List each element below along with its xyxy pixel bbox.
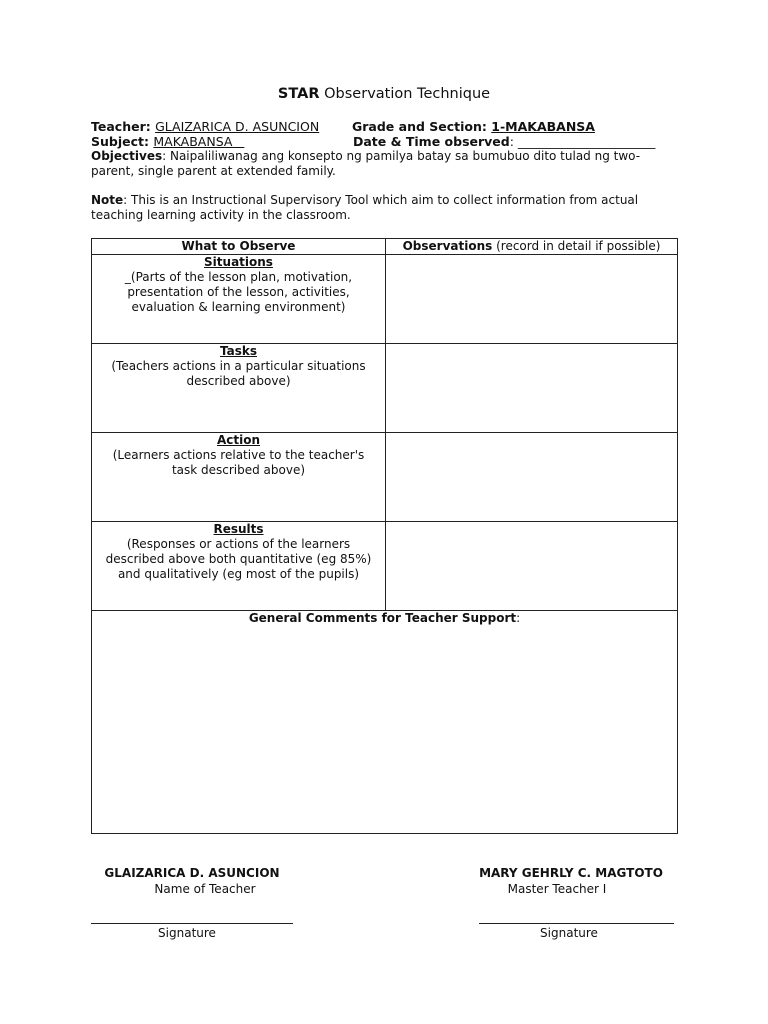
- note: [91, 193, 666, 223]
- date-label: Date & Time observed: [353, 134, 510, 149]
- master-teacher-name: MARY GEHRLY C. MAGTOTO: [479, 866, 663, 880]
- table-row: [92, 344, 678, 433]
- note-label: Note: [91, 193, 124, 207]
- title-bold: STAR: [277, 86, 320, 102]
- row-heading: Situations: [204, 255, 273, 269]
- master-signature-label: Signature: [540, 926, 598, 940]
- row-desc: (Responses or actions of the learners described above both quantitative (eg 85%) and qualitatively (eg most of the pupils): [105, 537, 372, 581]
- comments-row: [92, 611, 678, 834]
- table-row: [92, 433, 678, 522]
- comments-colon: :: [516, 611, 521, 625]
- table-row: [92, 522, 678, 611]
- date-line: [353, 134, 655, 149]
- comments-label: General Comments for Teacher Support: [248, 611, 517, 625]
- observation-input-results[interactable]: [386, 522, 678, 611]
- subject-value: MAKABANSA: [153, 134, 245, 149]
- row-desc-prefix: _: [124, 270, 131, 284]
- row-desc: (Learners actions relative to the teacher's task described above): [112, 448, 365, 477]
- observe-cell-action: [92, 433, 386, 522]
- teacher-signature-label: Signature: [158, 926, 216, 940]
- row-heading: Tasks: [219, 344, 257, 358]
- teacher-name: GLAIZARICA D. ASUNCION: [104, 866, 280, 880]
- col-observations-rest: (record in detail if possible): [492, 239, 661, 253]
- row-desc-text: (Parts of the lesson plan, motivation, presentation of the lesson, activities, evaluation & learning environment): [127, 270, 353, 314]
- objectives: [91, 149, 666, 179]
- teacher-label: Teacher:: [91, 119, 156, 134]
- grade-label: Grade and Section:: [352, 119, 492, 134]
- row-desc: [92, 270, 385, 315]
- observation-table: [91, 238, 678, 834]
- objectives-text: : Naipaliliwanag ang konsepto ng pamilya batay sa bumubuo dito tulad ng two-parent, single parent at extended family.: [91, 149, 641, 178]
- observe-cell-situations: [92, 255, 386, 344]
- general-comments-box[interactable]: [92, 611, 678, 834]
- table-row: [92, 255, 678, 344]
- title-rest: Observation Technique: [319, 86, 491, 102]
- date-value: : ______________________: [509, 134, 656, 149]
- row-desc: (Teachers actions in a particular situations described above): [111, 359, 366, 388]
- row-heading: Results: [213, 522, 264, 536]
- teacher-role: Name of Teacher: [154, 882, 256, 896]
- observation-input-action[interactable]: [386, 433, 678, 522]
- table-header-row: [92, 239, 678, 255]
- teacher-signature-line[interactable]: [91, 923, 293, 924]
- col-what-to-observe: What to Observe: [92, 239, 386, 255]
- observation-input-tasks[interactable]: [386, 344, 678, 433]
- observe-cell-results: [92, 522, 386, 611]
- observe-cell-tasks: [92, 344, 386, 433]
- grade-line: [352, 119, 595, 134]
- teacher-line: [91, 119, 319, 134]
- teacher-value: GLAIZARICA D. ASUNCION: [155, 119, 320, 134]
- master-teacher-role: Master Teacher I: [507, 882, 607, 896]
- row-heading: Action: [216, 433, 261, 447]
- master-signature-line[interactable]: [479, 923, 674, 924]
- col-observations: [386, 239, 678, 255]
- note-text: : This is an Instructional Supervisory Tool which aim to collect information from actual teaching learning activity in the classroom.: [91, 193, 639, 222]
- page-title: [0, 86, 768, 102]
- grade-value: 1-MAKABANSA: [491, 119, 595, 134]
- subject-line: [91, 134, 244, 149]
- col-observations-bold: Observations: [402, 239, 493, 253]
- subject-label: Subject:: [91, 134, 154, 149]
- objectives-label: Objectives: [91, 149, 163, 163]
- observation-input-situations[interactable]: [386, 255, 678, 344]
